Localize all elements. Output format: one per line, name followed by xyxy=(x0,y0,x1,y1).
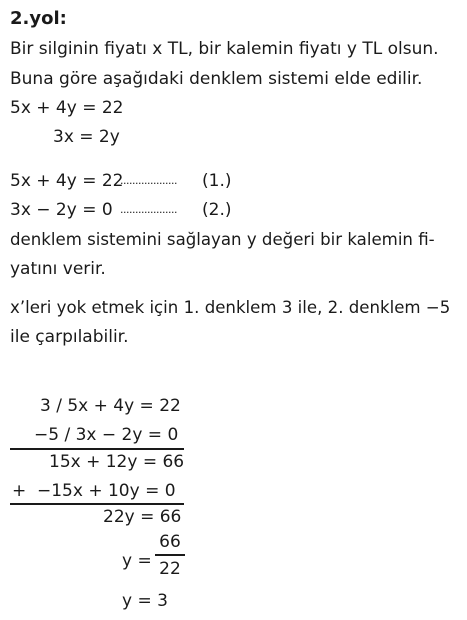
paragraph-line-2: Buna göre aşağıdaki denklem sistemi elde edilir. xyxy=(10,69,423,89)
instruction-line-2: ile çarpılabilir. xyxy=(10,327,129,347)
work-row-sum: 22y = 66 xyxy=(103,507,182,527)
work-row-scaled-1: 15x + 12y = 66 xyxy=(49,452,185,472)
system1-equation-1: 5x + 4y = 22 xyxy=(10,98,124,118)
system2-equation-1-dots: ................... xyxy=(120,174,177,187)
system2-equation-1-ref: (1.) xyxy=(202,171,232,191)
fraction-numerator: 66 xyxy=(159,532,181,552)
work-divider-2 xyxy=(10,503,184,505)
explanation-line-2: yatını verir. xyxy=(10,259,106,279)
system2-equation-2-dots: ................... xyxy=(120,203,177,216)
instruction-line-1: x’leri yok etmek için 1. denklem 3 ile, 2. denklem −5 xyxy=(10,298,451,317)
fraction xyxy=(155,532,185,579)
final-result: y = 3 xyxy=(122,591,168,611)
work-divider-1 xyxy=(10,448,184,450)
fraction-bar xyxy=(155,554,185,556)
work-row-multiplier-1: 3 / 5x + 4y = 22 xyxy=(40,396,181,416)
system2-equation-2-ref: (2.) xyxy=(202,200,232,220)
work-row-scaled-2: −15x + 10y = 0 xyxy=(37,481,176,501)
paragraph-line-1: Bir silginin fiyatı x TL, bir kalemin fiyatı y TL olsun. xyxy=(10,39,439,59)
system1-equation-2: 3x = 2y xyxy=(53,127,120,147)
fraction-denominator: 22 xyxy=(159,558,181,579)
y-equals-label: y = xyxy=(122,551,152,571)
plus-sign: + xyxy=(12,481,27,501)
work-row-multiplier-2: −5 / 3x − 2y = 0 xyxy=(34,425,179,445)
system2-equation-1: 5x + 4y = 22 xyxy=(10,171,124,191)
explanation-line-1: denklem sistemini sağlayan y değeri bir kalemin fi- xyxy=(10,230,435,249)
heading: 2.yol: xyxy=(10,8,67,29)
system2-equation-2: 3x − 2y = 0 xyxy=(10,200,113,220)
